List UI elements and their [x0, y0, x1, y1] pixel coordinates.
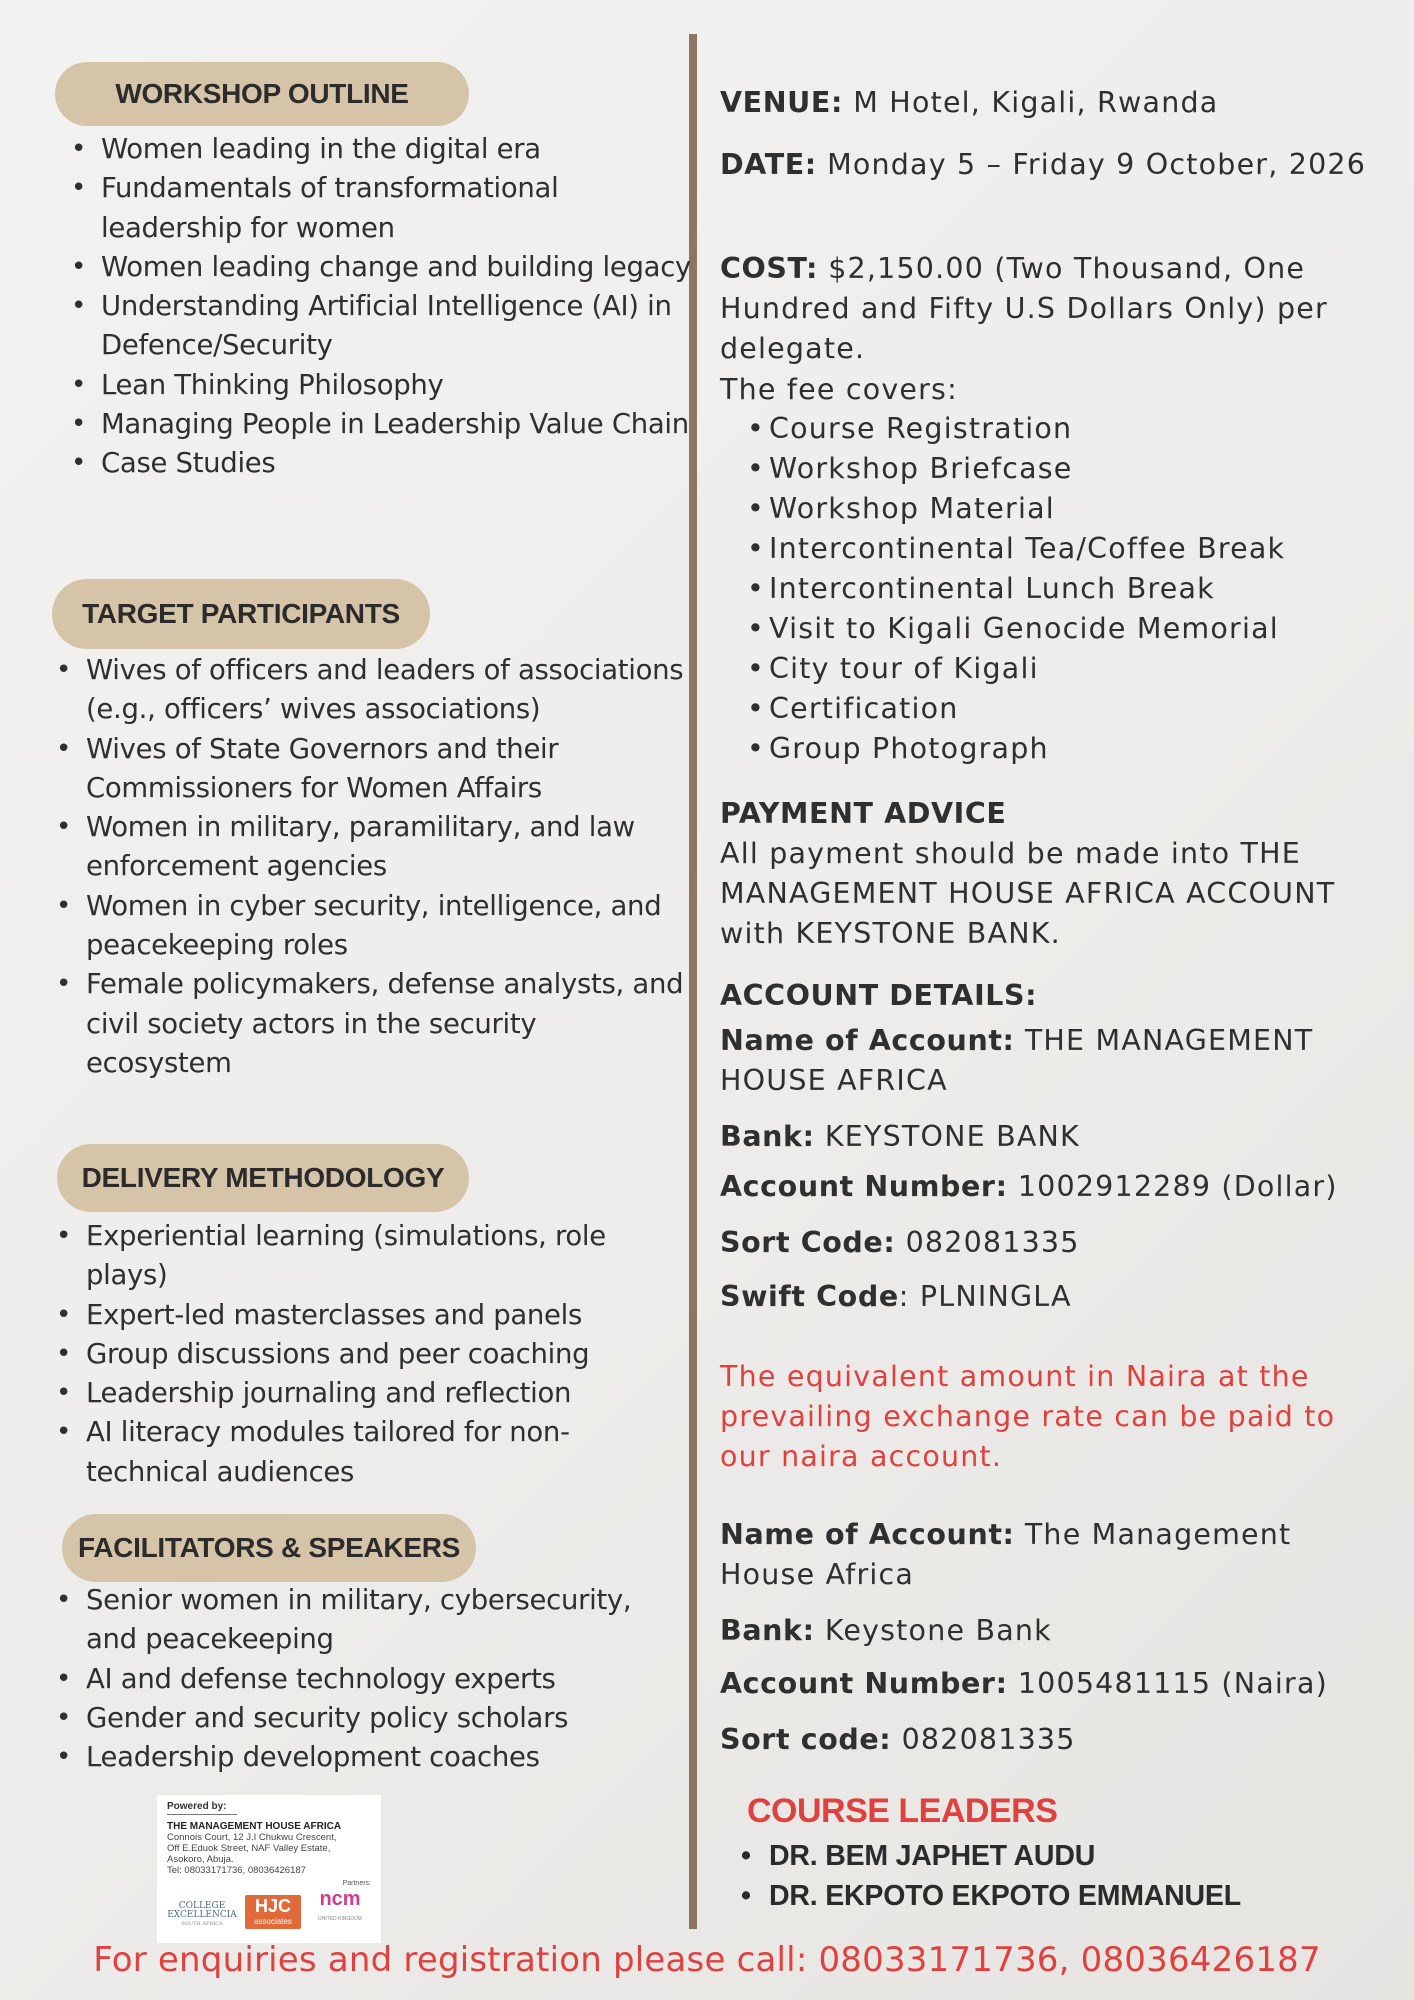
- sort-code-value: 082081335: [891, 1723, 1076, 1756]
- date-label: DATE:: [720, 148, 817, 181]
- list-item: • Group Photograph: [769, 729, 1285, 769]
- enquiries-footer: For enquiries and registration please call: 08033171736, 08036426187: [93, 1940, 1321, 1980]
- list-item: • AI and defense technology experts: [86, 1660, 686, 1699]
- list-item: • Gender and security policy scholars: [86, 1699, 686, 1738]
- list-item: • Workshop Material: [769, 489, 1285, 529]
- account-name-label: Name of Account:: [720, 1518, 1015, 1551]
- account-number-value: 1005481115 (Naira): [1007, 1667, 1328, 1700]
- list-item: • Female policymakers, defense analysts, and civil society actors in the security ecosystem: [86, 965, 686, 1083]
- venue-line: [720, 83, 1370, 123]
- bank-value: KEYSTONE BANK: [814, 1120, 1080, 1153]
- partners-label: Partners:: [342, 1880, 371, 1887]
- delivery-methodology-heading: DELIVERY METHODOLOGY: [57, 1144, 469, 1212]
- date-value: Monday 5 – Friday 9 October, 2026: [816, 148, 1367, 181]
- list-item: • Wives of State Governors and their Commissioners for Women Affairs: [86, 730, 686, 809]
- cost-label: COST:: [720, 252, 818, 285]
- list-item: • Fundamentals of transformational leadership for women: [101, 169, 691, 248]
- venue-value: M Hotel, Kigali, Rwanda: [843, 86, 1219, 119]
- list-item: • Group discussions and peer coaching: [86, 1335, 686, 1374]
- list-item: • DR. BEM JAPHET AUDU: [769, 1836, 1241, 1876]
- bank-value: Keystone Bank: [814, 1614, 1052, 1647]
- list-item: • Leadership development coaches: [86, 1738, 686, 1777]
- list-item: • Understanding Artificial Intelligence (AI) in Defence/Security: [101, 287, 691, 366]
- list-item: • DR. EKPOTO EKPOTO EMMANUEL: [769, 1876, 1241, 1916]
- target-participants-heading: TARGET PARTICIPANTS: [52, 579, 430, 649]
- cost-line: [720, 249, 1370, 369]
- list-item: • Intercontinental Lunch Break: [769, 569, 1285, 609]
- list-item: • Workshop Briefcase: [769, 449, 1285, 489]
- naira-account-number-line: [720, 1664, 1370, 1704]
- sort-code-line: [720, 1223, 1370, 1263]
- account-number-label: Account Number:: [720, 1667, 1008, 1700]
- list-item: • Women leading in the digital era: [101, 130, 691, 169]
- list-item: • City tour of Kigali: [769, 649, 1285, 689]
- account-number-value: 1002912289 (Dollar): [1007, 1170, 1338, 1203]
- organizer-name: THE MANAGEMENT HOUSE AFRICA: [167, 1821, 342, 1832]
- list-item: • Intercontinental Tea/Coffee Break: [769, 529, 1285, 569]
- organizer-phone: Tel: 08033171736, 08036426187: [167, 1865, 306, 1876]
- hjc-associates-logo: HJC associates: [245, 1895, 301, 1929]
- swift-code-value: : PLNINGLA: [898, 1280, 1072, 1313]
- fee-covers-list: [769, 409, 1285, 769]
- ncm-logo: ncm UNITED KINGDOM: [318, 1888, 362, 1922]
- bank-label: Bank:: [720, 1120, 815, 1153]
- naira-bank-line: [720, 1611, 1370, 1651]
- list-item: • Senior women in military, cybersecurity, and peacekeeping: [86, 1581, 686, 1660]
- list-item: • AI literacy modules tailored for non-technical audiences: [86, 1413, 686, 1492]
- partner-logos: [167, 1889, 371, 1929]
- list-item: • Visit to Kigali Genocide Memorial: [769, 609, 1285, 649]
- naira-sort-code-line: [720, 1720, 1370, 1760]
- account-details-heading: ACCOUNT DETAILS:: [720, 979, 1038, 1012]
- course-leaders-list: [769, 1836, 1241, 1916]
- sort-code-label: Sort Code:: [720, 1226, 896, 1259]
- account-number-line: [720, 1167, 1370, 1207]
- list-item: • Leadership journaling and reflection: [86, 1374, 686, 1413]
- account-name-line: [720, 1021, 1370, 1101]
- list-item: • Women leading change and building legacy: [101, 248, 691, 287]
- account-name-value: The Management House Africa: [720, 1518, 1292, 1591]
- delivery-methodology-list: [86, 1217, 686, 1492]
- bank-line: [720, 1117, 1370, 1157]
- powered-by-label: Powered by:: [167, 1801, 237, 1815]
- list-item: • Women in cyber security, intelligence, and peacekeeping roles: [86, 887, 686, 966]
- organizer-address-line: Asokoro, Abuja.: [167, 1854, 234, 1865]
- list-item: • Certification: [769, 689, 1285, 729]
- workshop-outline-list: [101, 130, 691, 484]
- target-participants-list: [86, 651, 686, 1083]
- list-item: • Course Registration: [769, 409, 1285, 449]
- powered-by-card: [157, 1795, 381, 1943]
- list-item: • Women in military, paramilitary, and law enforcement agencies: [86, 808, 686, 887]
- list-item: • Managing People in Leadership Value Chain: [101, 405, 691, 444]
- organizer-address-line: Off E.Eduok Street, NAF Valley Estate,: [167, 1843, 331, 1854]
- list-item: • Expert-led masterclasses and panels: [86, 1296, 686, 1335]
- sort-code-label: Sort code:: [720, 1723, 892, 1756]
- list-item: • Experiential learning (simulations, role plays): [86, 1217, 686, 1296]
- payment-advice-heading: PAYMENT ADVICE: [720, 797, 1007, 830]
- swift-code-line: [720, 1277, 1370, 1317]
- payment-advice-text: All payment should be made into THE MANAGEMENT HOUSE AFRICA ACCOUNT with KEYSTONE BANK.: [720, 837, 1336, 950]
- facilitators-list: [86, 1581, 686, 1777]
- course-leaders-heading: COURSE LEADERS: [747, 1792, 1058, 1830]
- date-line: [720, 145, 1370, 185]
- college-excellencia-logo: COLLEGE EXCELLENCIA SOUTH AFRICA: [167, 1901, 237, 1927]
- fee-covers-intro: The fee covers:: [720, 373, 958, 406]
- facilitators-heading: FACILITATORS & SPEAKERS: [62, 1514, 476, 1582]
- list-item: • Lean Thinking Philosophy: [101, 366, 691, 405]
- bank-label: Bank:: [720, 1614, 815, 1647]
- naira-account-name-line: [720, 1515, 1370, 1595]
- workshop-outline-heading: WORKSHOP OUTLINE: [55, 62, 469, 126]
- account-name-label: Name of Account:: [720, 1024, 1015, 1057]
- list-item: • Wives of officers and leaders of associations (e.g., officers’ wives associations): [86, 651, 686, 730]
- sort-code-value: 082081335: [895, 1226, 1080, 1259]
- cost-value: $2,150.00 (Two Thousand, One Hundred and Fifty U.S Dollars Only) per delegate.: [720, 252, 1328, 365]
- naira-payment-note: The equivalent amount in Naira at the prevailing exchange rate can be paid to our naira account.: [720, 1360, 1336, 1473]
- account-name-value: THE MANAGEMENT HOUSE AFRICA: [720, 1024, 1314, 1097]
- account-number-label: Account Number:: [720, 1170, 1008, 1203]
- swift-code-label: Swift Code: [720, 1280, 899, 1313]
- venue-label: VENUE:: [720, 86, 843, 119]
- organizer-address-line: Connois Court, 12 J.I Chukwu Crescent,: [167, 1832, 337, 1843]
- list-item: • Case Studies: [101, 444, 691, 483]
